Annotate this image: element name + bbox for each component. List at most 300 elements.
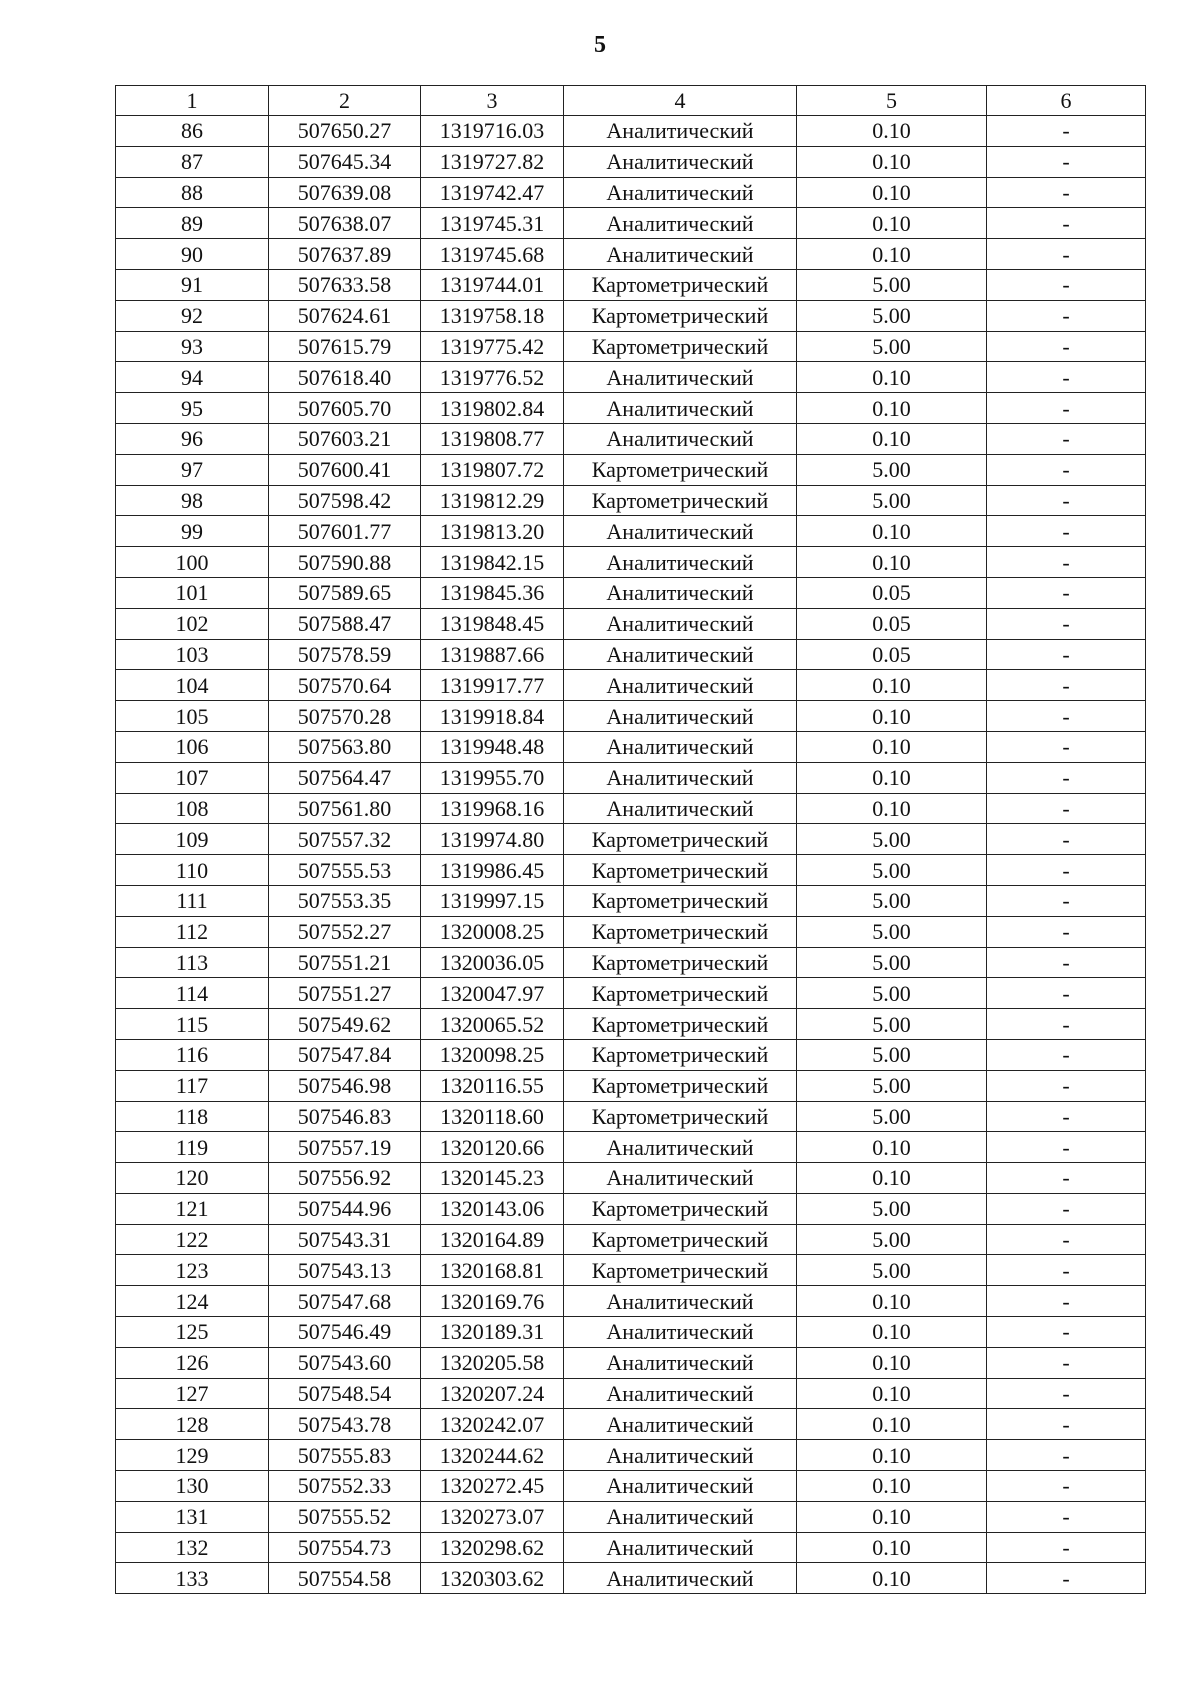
- table-cell: Картометрический: [564, 1224, 797, 1255]
- table-cell: Картометрический: [564, 454, 797, 485]
- table-row: [116, 146, 1146, 177]
- table-cell: -: [987, 1532, 1146, 1563]
- table-cell: Аналитический: [564, 1286, 797, 1317]
- table-row: [116, 300, 1146, 331]
- table-cell: 507570.64: [269, 670, 421, 701]
- table-cell: 0.10: [797, 393, 987, 424]
- table-cell: 507615.79: [269, 331, 421, 362]
- table-cell: 1320164.89: [421, 1224, 564, 1255]
- table-cell: 1320065.52: [421, 1009, 564, 1040]
- table-cell: -: [987, 269, 1146, 300]
- table-cell: 507543.13: [269, 1255, 421, 1286]
- table-cell: 1319716.03: [421, 116, 564, 147]
- table-cell: 0.10: [797, 1532, 987, 1563]
- table-cell: 131: [116, 1501, 269, 1532]
- table-cell: Аналитический: [564, 1163, 797, 1194]
- table-cell: 507543.60: [269, 1347, 421, 1378]
- table-cell: 5.00: [797, 1101, 987, 1132]
- table-cell: -: [987, 639, 1146, 670]
- table-cell: 507555.52: [269, 1501, 421, 1532]
- table-cell: 127: [116, 1378, 269, 1409]
- table-cell: 1319812.29: [421, 485, 564, 516]
- table-cell: -: [987, 485, 1146, 516]
- table-row: [116, 1039, 1146, 1070]
- table-cell: Картометрический: [564, 1009, 797, 1040]
- table-cell: 87: [116, 146, 269, 177]
- table-cell: 5.00: [797, 331, 987, 362]
- table-cell: Картометрический: [564, 1070, 797, 1101]
- table-cell: 1320118.60: [421, 1101, 564, 1132]
- table-cell: Аналитический: [564, 423, 797, 454]
- table-cell: 507600.41: [269, 454, 421, 485]
- table-cell: 507547.84: [269, 1039, 421, 1070]
- table-row: [116, 978, 1146, 1009]
- table-cell: -: [987, 1224, 1146, 1255]
- table-cell: Аналитический: [564, 639, 797, 670]
- table-cell: 0.10: [797, 762, 987, 793]
- table-cell: 507546.83: [269, 1101, 421, 1132]
- table-cell: 507557.19: [269, 1132, 421, 1163]
- table-cell: 96: [116, 423, 269, 454]
- table-cell: 1319776.52: [421, 362, 564, 393]
- table-cell: 0.10: [797, 1286, 987, 1317]
- table-cell: 0.10: [797, 516, 987, 547]
- table-cell: 107: [116, 762, 269, 793]
- table-cell: -: [987, 1163, 1146, 1194]
- table-cell: 0.10: [797, 362, 987, 393]
- page-number: 5: [594, 32, 606, 58]
- table-row: [116, 577, 1146, 608]
- table-row: [116, 1317, 1146, 1348]
- table-row: [116, 1009, 1146, 1040]
- table-cell: 1319955.70: [421, 762, 564, 793]
- table-cell: -: [987, 1378, 1146, 1409]
- table-cell: 1320145.23: [421, 1163, 564, 1194]
- table-cell: Аналитический: [564, 208, 797, 239]
- table-cell: -: [987, 1070, 1146, 1101]
- table-cell: 86: [116, 116, 269, 147]
- table-cell: 133: [116, 1563, 269, 1594]
- table-cell: 507637.89: [269, 239, 421, 270]
- table-body: [116, 86, 1146, 1594]
- table-cell: 101: [116, 577, 269, 608]
- table-cell: -: [987, 824, 1146, 855]
- table-cell: Картометрический: [564, 855, 797, 886]
- table-cell: 93: [116, 331, 269, 362]
- table-cell: -: [987, 1286, 1146, 1317]
- table-cell: -: [987, 454, 1146, 485]
- table-cell: 0.10: [797, 547, 987, 578]
- table-cell: 0.10: [797, 116, 987, 147]
- table-cell: -: [987, 1039, 1146, 1070]
- table-cell: 0.10: [797, 670, 987, 701]
- table-cell: 5.00: [797, 1039, 987, 1070]
- table-row: [116, 608, 1146, 639]
- table-cell: Картометрический: [564, 1101, 797, 1132]
- table-cell: -: [987, 1471, 1146, 1502]
- table-cell: 108: [116, 793, 269, 824]
- table-cell: 111: [116, 885, 269, 916]
- table-cell: -: [987, 1193, 1146, 1224]
- table-cell: 5.00: [797, 1224, 987, 1255]
- table-cell: 92: [116, 300, 269, 331]
- table-cell: 1320242.07: [421, 1409, 564, 1440]
- table-cell: 121: [116, 1193, 269, 1224]
- table-cell: 1319744.01: [421, 269, 564, 300]
- table-cell: 1319845.36: [421, 577, 564, 608]
- table-cell: 1319742.47: [421, 177, 564, 208]
- table-cell: 507554.73: [269, 1532, 421, 1563]
- table-cell: 110: [116, 855, 269, 886]
- table-cell: 1320189.31: [421, 1317, 564, 1348]
- table-row: [116, 824, 1146, 855]
- table-cell: -: [987, 208, 1146, 239]
- table-cell: -: [987, 1317, 1146, 1348]
- table-cell: -: [987, 423, 1146, 454]
- table-cell: Аналитический: [564, 701, 797, 732]
- table-cell: 105: [116, 701, 269, 732]
- table-row: [116, 1255, 1146, 1286]
- table-cell: 507555.83: [269, 1440, 421, 1471]
- table-cell: 507633.58: [269, 269, 421, 300]
- table-cell: 507556.92: [269, 1163, 421, 1194]
- table-cell: -: [987, 793, 1146, 824]
- table-cell: 1319745.68: [421, 239, 564, 270]
- table-cell: -: [987, 670, 1146, 701]
- table-cell: 0.10: [797, 1378, 987, 1409]
- table-cell: 0.10: [797, 701, 987, 732]
- table-cell: Аналитический: [564, 731, 797, 762]
- table-cell: 1320098.25: [421, 1039, 564, 1070]
- table-row: [116, 331, 1146, 362]
- table-row: [116, 1163, 1146, 1194]
- table-cell: 102: [116, 608, 269, 639]
- table-cell: 507548.54: [269, 1378, 421, 1409]
- table-row: [116, 731, 1146, 762]
- table-row: [116, 1378, 1146, 1409]
- table-cell: -: [987, 731, 1146, 762]
- table-cell: Картометрический: [564, 331, 797, 362]
- table-row: [116, 947, 1146, 978]
- table-cell: Аналитический: [564, 1317, 797, 1348]
- table-cell: -: [987, 300, 1146, 331]
- table-cell: -: [987, 1409, 1146, 1440]
- table-row: [116, 762, 1146, 793]
- table-cell: 129: [116, 1440, 269, 1471]
- table-cell: -: [987, 1009, 1146, 1040]
- table-cell: 1319775.42: [421, 331, 564, 362]
- table-cell: 1319948.48: [421, 731, 564, 762]
- table-cell: 507551.27: [269, 978, 421, 1009]
- coordinates-table: [115, 85, 1146, 1594]
- table-cell: 5.00: [797, 885, 987, 916]
- table-cell: 1319917.77: [421, 670, 564, 701]
- table-cell: 507590.88: [269, 547, 421, 578]
- table-cell: 1320272.45: [421, 1471, 564, 1502]
- table-cell: -: [987, 331, 1146, 362]
- table-cell: Картометрический: [564, 885, 797, 916]
- table-cell: 1320143.06: [421, 1193, 564, 1224]
- table-cell: 100: [116, 547, 269, 578]
- table-cell: Картометрический: [564, 1039, 797, 1070]
- table-cell: 0.10: [797, 177, 987, 208]
- table-cell: 122: [116, 1224, 269, 1255]
- table-cell: 116: [116, 1039, 269, 1070]
- table-cell: 0.10: [797, 793, 987, 824]
- table-cell: 5.00: [797, 916, 987, 947]
- table-cell: 507618.40: [269, 362, 421, 393]
- table-cell: 126: [116, 1347, 269, 1378]
- table-cell: 507638.07: [269, 208, 421, 239]
- table-cell: 119: [116, 1132, 269, 1163]
- table-cell: Картометрический: [564, 269, 797, 300]
- table-cell: Аналитический: [564, 762, 797, 793]
- column-header: 5: [797, 86, 987, 116]
- table-cell: 125: [116, 1317, 269, 1348]
- table-cell: 507588.47: [269, 608, 421, 639]
- table-cell: 1319808.77: [421, 423, 564, 454]
- table-cell: 114: [116, 978, 269, 1009]
- table-cell: 507624.61: [269, 300, 421, 331]
- table-cell: 1320120.66: [421, 1132, 564, 1163]
- table-cell: Аналитический: [564, 1132, 797, 1163]
- table-cell: 507551.21: [269, 947, 421, 978]
- table-cell: 123: [116, 1255, 269, 1286]
- table-cell: 0.05: [797, 639, 987, 670]
- table-cell: 0.10: [797, 1163, 987, 1194]
- table-cell: -: [987, 146, 1146, 177]
- table-row: [116, 208, 1146, 239]
- table-cell: 5.00: [797, 1255, 987, 1286]
- table-cell: 0.10: [797, 146, 987, 177]
- table-cell: Аналитический: [564, 547, 797, 578]
- table-cell: 104: [116, 670, 269, 701]
- table-cell: Аналитический: [564, 1440, 797, 1471]
- table-cell: 5.00: [797, 978, 987, 1009]
- table-cell: 0.10: [797, 1317, 987, 1348]
- table-cell: -: [987, 762, 1146, 793]
- table-cell: Аналитический: [564, 1409, 797, 1440]
- column-header: 1: [116, 86, 269, 116]
- table-cell: -: [987, 608, 1146, 639]
- table-cell: 5.00: [797, 1193, 987, 1224]
- table-cell: Аналитический: [564, 1378, 797, 1409]
- column-header: 3: [421, 86, 564, 116]
- table-cell: 1319807.72: [421, 454, 564, 485]
- table-cell: 1320168.81: [421, 1255, 564, 1286]
- table-cell: 1319887.66: [421, 639, 564, 670]
- column-header: 4: [564, 86, 797, 116]
- table-cell: 507601.77: [269, 516, 421, 547]
- table-cell: 1320116.55: [421, 1070, 564, 1101]
- table-cell: 507546.49: [269, 1317, 421, 1348]
- table-cell: Аналитический: [564, 146, 797, 177]
- table-cell: 0.10: [797, 208, 987, 239]
- table-cell: -: [987, 577, 1146, 608]
- table-row: [116, 1440, 1146, 1471]
- table-cell: 0.10: [797, 731, 987, 762]
- table-cell: 99: [116, 516, 269, 547]
- table-cell: 0.10: [797, 1347, 987, 1378]
- table-cell: 5.00: [797, 855, 987, 886]
- table-cell: 117: [116, 1070, 269, 1101]
- table-cell: 1319758.18: [421, 300, 564, 331]
- table-cell: Аналитический: [564, 239, 797, 270]
- table-row: [116, 1070, 1146, 1101]
- table-cell: -: [987, 855, 1146, 886]
- table-cell: 5.00: [797, 454, 987, 485]
- table-cell: Картометрический: [564, 1255, 797, 1286]
- table-cell: 128: [116, 1409, 269, 1440]
- table-cell: 507546.98: [269, 1070, 421, 1101]
- table-cell: 89: [116, 208, 269, 239]
- table-cell: 507543.31: [269, 1224, 421, 1255]
- table-cell: 98: [116, 485, 269, 516]
- table-cell: -: [987, 1563, 1146, 1594]
- table-row: [116, 362, 1146, 393]
- table-cell: Аналитический: [564, 1501, 797, 1532]
- table-cell: 507564.47: [269, 762, 421, 793]
- table-row: [116, 916, 1146, 947]
- table-cell: -: [987, 1440, 1146, 1471]
- table-cell: 1319727.82: [421, 146, 564, 177]
- table-cell: 507605.70: [269, 393, 421, 424]
- table-cell: 1319802.84: [421, 393, 564, 424]
- table-cell: -: [987, 947, 1146, 978]
- table-cell: 90: [116, 239, 269, 270]
- table-cell: 507555.53: [269, 855, 421, 886]
- table-row: [116, 1471, 1146, 1502]
- table-cell: Картометрический: [564, 824, 797, 855]
- table-cell: Аналитический: [564, 1347, 797, 1378]
- table-cell: 0.05: [797, 608, 987, 639]
- table-cell: 132: [116, 1532, 269, 1563]
- table-cell: -: [987, 547, 1146, 578]
- table-cell: 507549.62: [269, 1009, 421, 1040]
- table-cell: Аналитический: [564, 116, 797, 147]
- table-cell: 507552.33: [269, 1471, 421, 1502]
- table-cell: 507603.21: [269, 423, 421, 454]
- table-cell: 124: [116, 1286, 269, 1317]
- table-cell: 507650.27: [269, 116, 421, 147]
- table-cell: 1319997.15: [421, 885, 564, 916]
- table-cell: 507645.34: [269, 146, 421, 177]
- table-cell: 112: [116, 916, 269, 947]
- table-cell: Аналитический: [564, 362, 797, 393]
- table-row: [116, 516, 1146, 547]
- table-row: [116, 177, 1146, 208]
- table-cell: 1319968.16: [421, 793, 564, 824]
- table-cell: 1320205.58: [421, 1347, 564, 1378]
- table-row: [116, 1101, 1146, 1132]
- table-cell: -: [987, 916, 1146, 947]
- table-row: [116, 1532, 1146, 1563]
- table-cell: 1320207.24: [421, 1378, 564, 1409]
- table-cell: 1319745.31: [421, 208, 564, 239]
- table-row: [116, 269, 1146, 300]
- table-cell: Аналитический: [564, 793, 797, 824]
- table-cell: -: [987, 1501, 1146, 1532]
- table-cell: 0.10: [797, 423, 987, 454]
- table-cell: 1320303.62: [421, 1563, 564, 1594]
- table-cell: 113: [116, 947, 269, 978]
- table-cell: -: [987, 885, 1146, 916]
- table-cell: 507598.42: [269, 485, 421, 516]
- table-cell: 507639.08: [269, 177, 421, 208]
- table-row: [116, 670, 1146, 701]
- table-row: [116, 639, 1146, 670]
- table-row: [116, 1347, 1146, 1378]
- table-cell: 507552.27: [269, 916, 421, 947]
- table-row: [116, 793, 1146, 824]
- table-cell: Картометрический: [564, 1193, 797, 1224]
- table-cell: 120: [116, 1163, 269, 1194]
- table-cell: 507561.80: [269, 793, 421, 824]
- table-cell: 1320244.62: [421, 1440, 564, 1471]
- table-cell: -: [987, 116, 1146, 147]
- table-row: [116, 1563, 1146, 1594]
- table-row: [116, 1193, 1146, 1224]
- table-cell: 1320169.76: [421, 1286, 564, 1317]
- table-cell: 97: [116, 454, 269, 485]
- table-cell: Аналитический: [564, 393, 797, 424]
- table-cell: 5.00: [797, 1070, 987, 1101]
- table-row: [116, 1501, 1146, 1532]
- table-cell: Аналитический: [564, 1532, 797, 1563]
- table-row: [116, 116, 1146, 147]
- table-cell: -: [987, 1347, 1146, 1378]
- table-header-row: [116, 86, 1146, 116]
- table-cell: 1320008.25: [421, 916, 564, 947]
- table-cell: 0.10: [797, 1132, 987, 1163]
- table-cell: 507563.80: [269, 731, 421, 762]
- table-cell: 94: [116, 362, 269, 393]
- table-cell: 507589.65: [269, 577, 421, 608]
- table-cell: -: [987, 1132, 1146, 1163]
- column-header: 2: [269, 86, 421, 116]
- table-row: [116, 1132, 1146, 1163]
- table-cell: 1319974.80: [421, 824, 564, 855]
- table-row: [116, 547, 1146, 578]
- table-cell: 0.10: [797, 1471, 987, 1502]
- table-cell: 0.10: [797, 1501, 987, 1532]
- table-cell: 95: [116, 393, 269, 424]
- table-cell: 1320273.07: [421, 1501, 564, 1532]
- table-cell: 0.10: [797, 1440, 987, 1471]
- table-cell: 0.10: [797, 239, 987, 270]
- table-cell: 1320036.05: [421, 947, 564, 978]
- table-cell: -: [987, 177, 1146, 208]
- table-row: [116, 1224, 1146, 1255]
- table-row: [116, 701, 1146, 732]
- table-cell: Картометрический: [564, 485, 797, 516]
- table-cell: 88: [116, 177, 269, 208]
- table-cell: -: [987, 1255, 1146, 1286]
- table-cell: Аналитический: [564, 1563, 797, 1594]
- column-header: 6: [987, 86, 1146, 116]
- table-cell: 507578.59: [269, 639, 421, 670]
- table-cell: 507554.58: [269, 1563, 421, 1594]
- table-cell: 5.00: [797, 269, 987, 300]
- table-cell: 118: [116, 1101, 269, 1132]
- table-row: [116, 855, 1146, 886]
- table-cell: -: [987, 516, 1146, 547]
- table-cell: 109: [116, 824, 269, 855]
- table-cell: 507547.68: [269, 1286, 421, 1317]
- table-cell: 103: [116, 639, 269, 670]
- table-cell: -: [987, 978, 1146, 1009]
- table-cell: Аналитический: [564, 608, 797, 639]
